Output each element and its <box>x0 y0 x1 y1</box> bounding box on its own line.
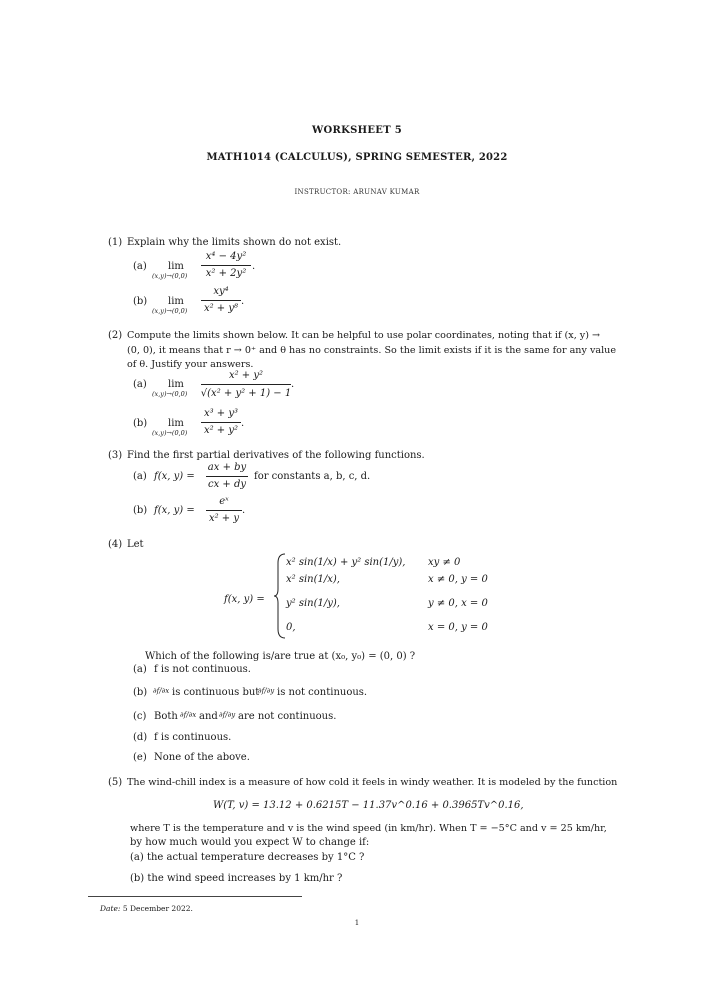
q3a-lhs: f(x, y) = <box>154 471 195 482</box>
q4-option-b-label: (b) <box>133 687 148 698</box>
q3-number: (3) <box>108 450 123 461</box>
q2-line-2: (0, 0), it means that r → 0⁺ and θ has no constraints. So the limit exists if it is the same for any value <box>127 345 617 356</box>
q2b-lim-sub: (x,y)→(0,0) <box>152 429 188 437</box>
page-number: 1 <box>354 919 360 927</box>
q4-option-c-pre: Both <box>154 711 178 722</box>
q1b-label: (b) <box>133 296 148 307</box>
q5-line-2: where T is the temperature and v is the wind speed (in km/hr). When T = −5°C and v = 25 km/hr, <box>130 823 607 834</box>
q4-option-b-mid: is continuous but <box>172 687 260 698</box>
q4-option-b-post: is not continuous. <box>277 687 368 698</box>
q3a-suffix: for constants a, b, c, d. <box>254 471 371 482</box>
q3-text: Find the first partial derivatives of the following functions. <box>127 450 425 461</box>
q4-option-c-partial-y: ∂f/∂y <box>219 711 236 719</box>
q4-option-d-label: (d) <box>133 732 148 743</box>
q4-option-e-label: (e) <box>133 752 147 763</box>
q5-line-1: The wind-chill index is a measure of how cold it feels in windy weather. It is modeled by the function <box>127 777 618 788</box>
q5-number: (5) <box>108 777 123 788</box>
q4-case-2-expr: x² sin(1/x), <box>286 574 340 585</box>
q2b-label: (b) <box>133 418 148 429</box>
q3b-fraction-bar <box>206 510 242 511</box>
q5-part-a: (a) the actual temperature decreases by 1°C ? <box>130 852 365 863</box>
q1b-lim: lim <box>168 296 184 307</box>
q1a-lim-sub: (x,y)→(0,0) <box>152 272 188 280</box>
footnote-rule <box>88 896 302 897</box>
q4-case-2-cond: x ≠ 0, y = 0 <box>428 574 488 585</box>
q3a-denominator: cx + dy <box>207 479 247 490</box>
q4-case-3-expr: y² sin(1/y), <box>286 598 340 609</box>
q4-question: Which of the following is/are true at (x₀, y₀) = (0, 0) ? <box>145 651 416 662</box>
q2b-end: . <box>241 418 245 429</box>
q4-option-c-partial-x: ∂f/∂x <box>180 711 197 719</box>
q2a-end: . <box>291 379 295 390</box>
q2-number: (2) <box>108 330 123 341</box>
q1b-end: . <box>241 296 245 307</box>
worksheet-title: WORKSHEET 5 <box>311 125 403 136</box>
q3b-denominator: x² + y <box>208 513 240 524</box>
q3b-end: . <box>242 505 246 516</box>
q4-case-3-cond: y ≠ 0, x = 0 <box>428 598 488 609</box>
q5-line-3: by how much would you expect W to change if: <box>130 837 370 848</box>
q1b-numerator: xy⁴ <box>213 286 229 297</box>
q5-part-b: (b) the wind speed increases by 1 km/hr ? <box>130 873 343 884</box>
q5-formula: W(T, v) = 13.12 + 0.6215T − 11.37v^0.16 + 0.3965Tv^0.16, <box>213 800 524 811</box>
q2a-label: (a) <box>133 379 147 390</box>
q2a-lim-sub: (x,y)→(0,0) <box>152 390 188 398</box>
q3a-label: (a) <box>133 471 147 482</box>
q4-option-b-partial-x: ∂f/∂x <box>153 687 170 695</box>
q4-option-c-post: are not continuous. <box>238 711 337 722</box>
q1-number: (1) <box>108 237 123 248</box>
q3b-numerator: eˣ <box>219 496 229 507</box>
q3a-numerator: ax + by <box>207 462 247 473</box>
q4-cases-brace <box>273 553 287 639</box>
q4-option-a-label: (a) <box>133 664 147 675</box>
q2b-numerator: x³ + y³ <box>203 408 239 419</box>
q2b-fraction-bar <box>201 422 241 423</box>
q4-lhs: f(x, y) = <box>224 594 265 605</box>
date-label: Date: <box>100 904 121 913</box>
q4-case-4-cond: x = 0, y = 0 <box>428 622 488 633</box>
q4-option-c-mid: and <box>199 711 218 722</box>
course-subtitle: MATH1014 (CALCULUS), SPRING SEMESTER, 2022 <box>206 152 508 163</box>
q3b-lhs: f(x, y) = <box>154 505 195 516</box>
date-footnote <box>100 904 193 913</box>
q4-option-b-partial-y: ∂f/∂y <box>258 687 275 695</box>
date-value: 5 December 2022. <box>122 904 193 913</box>
q1a-end: . <box>252 261 256 272</box>
q1b-lim-sub: (x,y)→(0,0) <box>152 307 188 315</box>
instructor-line: INSTRUCTOR: ARUNAV KUMAR <box>294 188 420 196</box>
q2-line-3: of θ. Justify your answers. <box>127 359 254 370</box>
q3a-fraction-bar <box>206 476 248 477</box>
q1a-fraction-bar <box>201 265 251 266</box>
q3b-label: (b) <box>133 505 148 516</box>
q4-case-4-expr: 0, <box>286 622 296 633</box>
q1a-denominator: x² + 2y² <box>205 268 247 279</box>
q4-option-a-text: f is not continuous. <box>154 664 251 675</box>
q1b-denominator: x² + y⁸ <box>203 303 239 314</box>
q4-option-d-text: f is continuous. <box>154 732 232 743</box>
q2a-fraction-bar <box>201 384 291 385</box>
q1a-numerator: x⁴ − 4y² <box>205 251 247 262</box>
q4-option-e-text: None of the above. <box>154 752 250 763</box>
q1a-label: (a) <box>133 261 147 272</box>
q2a-lim: lim <box>168 379 184 390</box>
q4-option-c-label: (c) <box>133 711 147 722</box>
q2a-denominator: √(x² + y² + 1) − 1 <box>200 388 292 399</box>
q4-case-1-cond: xy ≠ 0 <box>428 557 461 568</box>
q4-case-1-expr: x² sin(1/x) + y² sin(1/y), <box>286 557 406 568</box>
q4-text: Let <box>127 539 144 550</box>
q4-number: (4) <box>108 539 123 550</box>
q2b-denominator: x² + y² <box>203 425 239 436</box>
q1-text: Explain why the limits shown do not exist. <box>127 237 342 248</box>
q1b-fraction-bar <box>201 300 241 301</box>
q2b-lim: lim <box>168 418 184 429</box>
q1a-lim: lim <box>168 261 184 272</box>
q2-line-1: Compute the limits shown below. It can be helpful to use polar coordinates, noting that if (x, y) → <box>127 330 601 341</box>
q2a-numerator: x² + y² <box>228 370 264 381</box>
